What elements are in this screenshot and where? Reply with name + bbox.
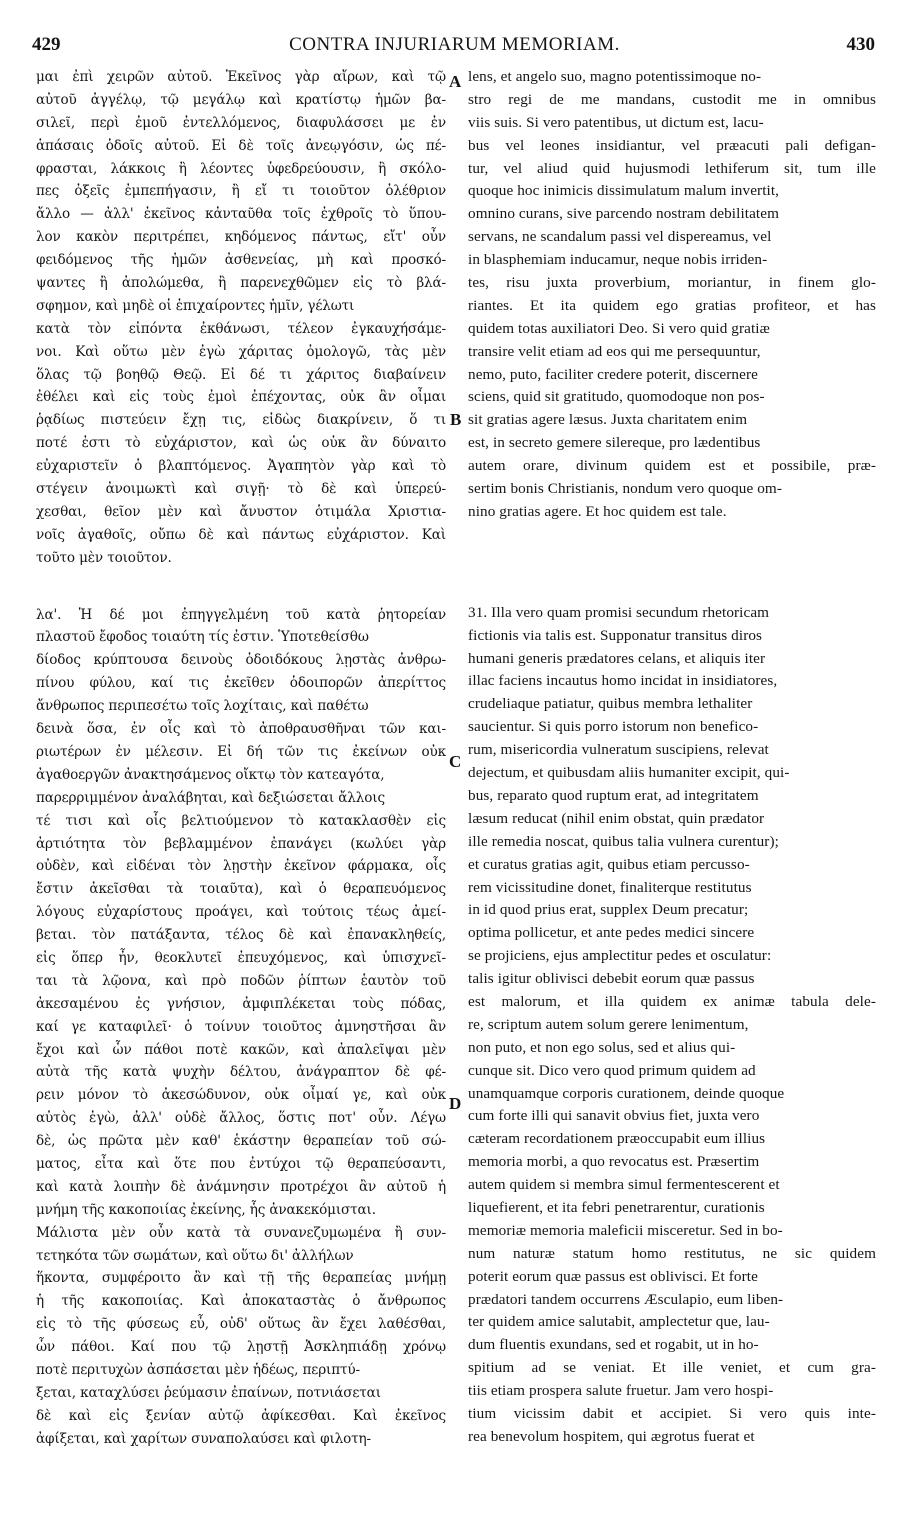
text-line: fictionis via talis est. Supponatur transitus diros	[468, 626, 763, 644]
text-line: prædatori tandem occurrens Æsculapio, eum liben-	[468, 1290, 784, 1308]
margin-letter-c: C	[449, 752, 462, 771]
text-line: ter quidem amice salutabit, amplectetur que, lau-	[468, 1313, 770, 1331]
text-line: rem vicissitudine donet, finaliterque restitutus	[468, 878, 752, 896]
text-line: est malorum, et illa quidem ex animæ tabula dele-	[468, 992, 876, 1010]
text-line: βεται. τὸν πατάξαντα, τέλος δὲ καὶ ἐπανακληθείς,	[36, 927, 446, 944]
text-line: cum forte illi qui sanavit obvius fiet, juxta vero	[468, 1107, 760, 1125]
text-line: ἔστιν ἀκεῖσθαι τὰ τοιαῦτα), καὶ ὁ θεραπευόμενος	[36, 881, 446, 898]
text-line: ποτέ ἐστι τὸ εὐχάριστον, καὶ ὡς οὐκ ἂν δύναιτο	[36, 435, 446, 452]
text-line: ille remedia noscat, quibus talia vulnera curentur);	[468, 832, 779, 850]
text-line: humani generis prædatores celans, et aliquis iter	[468, 649, 766, 667]
text-line: ἀρτιότητα τὸν βεβλαμμένον ἐπανάγει (κωλύει γὰρ	[36, 835, 446, 852]
text-line: sit gratias agere læsus. Juxta charitatem enim	[468, 411, 748, 429]
text-line: αὐτὰ τῆς κατὰ ψυχὴν δέλτου, ἀνάγραπτον δὲ φέ-	[36, 1064, 446, 1081]
text-line: illac faciens incautus homo incidat in insidiatores,	[468, 672, 778, 690]
text-line: καί γε καταφιλεῖ· ὁ τοίνυν τοιοῦτος ἀμνηστῆσαι ἂν	[36, 1018, 446, 1035]
text-line: memoria morbi, a quo revocatus est. Præsertim	[468, 1153, 760, 1171]
text-line: εὐχαριστεῖν ὁ βλαπτόμενος. Ἀγαπητὸν γὰρ καὶ τὸ	[36, 458, 446, 475]
text-line: ὧν πάθοι. Καί που τῷ λῃστῇ Ἀσκληπιάδῃ χρόνῳ	[36, 1339, 446, 1356]
text-line: lens, et angelo suo, magno potentissimoque no-	[468, 68, 762, 85]
text-line: spitium ad se veniat. Et ille veniet, et cum gra-	[468, 1359, 876, 1377]
text-line: liquefierent, et ita febri penetrarentur, curationis	[468, 1198, 765, 1216]
text-line: χεσθαι, θεῖον μὲν καὶ ἄνυστον ὁτιμάλα Χριστια-	[36, 503, 446, 520]
text-line: 31. Illa vero quam promisi secundum rhetoricam	[468, 603, 770, 621]
text-line: riantes. Et ita quidem ego gratias profiteor, et has	[468, 296, 876, 314]
text-line: est, in secreto gemere silereque, pro lædentibus	[468, 434, 761, 452]
text-line: Μάλιστα μὲν οὖν κατὰ τὰ συνανεζυμωμένα ἢ συν-	[36, 1224, 446, 1241]
text-line: crudeliaque patiatur, quibus membra lethaliter	[468, 695, 753, 713]
text-line: ἔχοι καὶ ὧν πάθοι ποτὲ κακῶν, καὶ ἀπαλεῖψαι μὲν	[36, 1041, 446, 1058]
running-title: CONTRA INJURIARUM MEMORIAM.	[289, 34, 620, 55]
text-line: omnino curans, sive parcendo nostram debilitatem	[468, 205, 779, 223]
text-line: ῥᾳδίως πιστεύειν ἔχῃ τις, εἰδὼς διακρίνειν, ὅ τι	[36, 412, 446, 429]
text-line: ται τὰ λῷονα, καὶ πρὸ ποδῶν ῥίπτων ἑαυτὸν τοῦ	[36, 972, 446, 989]
text-line: παρερριμμένον ἀναλάβηται, καὶ δεξιώσεται ἄλλοις	[36, 789, 385, 806]
text-line: αὐτὸς ἐγὼ, ἀλλ' οὐδὲ ἄλλος, ὅστις ποτ' οὖν. Λέγω	[36, 1110, 446, 1127]
greek-paragraph-1	[36, 66, 446, 570]
text-line: læsum reducat (nihil enim obstat, quin prædator	[468, 809, 765, 827]
text-line: dejectum, et quibusdam aliis humaniter excipit, qui-	[468, 764, 790, 782]
text-line: servans, ne scandalum passi vel dispereamus, vel	[468, 228, 772, 246]
text-line: εἰς τὸ τῆς φύσεως εὖ, οὐδ' οὕτως ἂν ἔχει λαθέσθαι,	[36, 1316, 446, 1333]
text-line: δὲ, ὡς πρῶτα μὲν καθ' ἑκάστην θεραπείαν τοῦ σώ-	[36, 1133, 446, 1150]
text-line: ἡ τῆς κακοποιίας. Καὶ ἀποκαταστὰς ὁ ἄνθρωπος	[36, 1293, 446, 1310]
text-line: bus, reparato quod ruptum erat, ad integritatem	[468, 786, 759, 804]
latin-column	[468, 66, 876, 1449]
text-line: οὐδὲν, καὶ εἰδέναι τὸν λῃστὴν ἐκεῖνον φάρμακα, οἷς	[36, 858, 446, 875]
text-line: se projiciens, ejus amplectitur pedes et osculatur:	[468, 947, 772, 965]
latin-paragraph-1	[468, 66, 876, 524]
text-line: νοῖς ἀγαθοῖς, οὔπω δὲ καὶ πάντως εὐχάριστον. Καὶ	[36, 526, 446, 543]
text-line: τέ τισι καὶ οἷς βελτιούμενον τὸ κατακλασθὲν εἰς	[36, 812, 446, 829]
greek-column	[36, 66, 446, 1451]
text-line: πες ὀξεῖς ἐμπεπήγασιν, ἢ εἴ τι τοιοῦτον ὀλέθριον	[36, 183, 446, 200]
text-line: rum, misericordia vulneratum suscipiens, relevat	[468, 741, 769, 759]
text-line: autem orare, divinum quidem est et possibile, præ-	[468, 457, 876, 475]
text-line: memoriæ memoria maleficii misceretur. Sed in bo-	[468, 1221, 783, 1239]
text-line: ὅλας τῷ βοηθῷ Θεῷ. Εἰ δέ τι χάριτος διαβαίνειν	[36, 366, 446, 383]
text-line: poterit eorum quæ passus est oblivisci. Et forte	[468, 1267, 758, 1285]
text-line: optima pollicetur, et ante pedes medici sincere	[468, 924, 755, 942]
text-line: σιλεῖ, περὶ ἐμοῦ ἐντελλόμενος, διαφυλάσσει με ἐν	[36, 114, 446, 131]
margin-letter-d: D	[449, 1094, 462, 1113]
text-line: non puto, et non ego solus, sed et alius qui-	[468, 1038, 736, 1056]
text-line: autem quidem si membra simul fermentescerent et	[468, 1176, 780, 1194]
text-line: καὶ κατὰ λοιπὴν δὲ ἀνάμνησιν προτρέχοι ἂν αὐτοῦ ἡ	[36, 1178, 446, 1195]
text-line: tiis etiam prospera salute fruetur. Jam vero hospi-	[468, 1382, 774, 1400]
text-line: stro regi de me mandans, custodit me in omnibus	[468, 90, 876, 108]
paragraph-gap	[468, 524, 876, 602]
text-line: κατὰ τὸν εἰπόντα ἐκθάνωσι, τέλεον ἐγκαυχήσάμε-	[36, 320, 446, 337]
text-line: πλαστοῦ ἔφοδος τοιαύτη τίς ἐστιν. Ὑποτεθείσθω	[36, 629, 369, 646]
text-line: δίοδος κρύπτουσα δεινοὺς ὁδοιδόκους λῃστὰς ἀνθρω-	[36, 652, 446, 669]
text-line: ἀγαθοεργῶν ἀνακτησάμενος οἴκτῳ τὸν κατεαγότα,	[36, 766, 385, 783]
text-line: ριωτέρων ἐν μέλεσιν. Εἰ δή τῶν τις ἐκείνων οὐκ	[36, 743, 446, 760]
text-line: τοῦτο μὲν τοιοῦτον.	[36, 549, 172, 566]
text-line: rea benevolum hospitem, qui ægrotus fuerat et	[468, 1427, 755, 1445]
text-line: λα'. Ἡ δέ μοι ἐπηγγελμένη τοῦ κατὰ ῥητορείαν	[36, 606, 446, 623]
text-line: sciens, quid sit gratitudo, quomodoque non pos-	[468, 388, 765, 406]
text-line: in id quod prius erat, supplex Deum precatur;	[468, 901, 749, 919]
text-line: λον κακὸν περιτρέπει, κηδόμενος πάντως, εἴτ' οὖν	[36, 229, 446, 246]
text-line: δὲ καὶ εἰς ξενίαν αὐτῷ ἀφίκεσθαι. Καὶ ἐκεῖνος	[36, 1407, 446, 1424]
text-line: bus vel leones insidiantur, vel præacuti pali defigan-	[468, 136, 876, 154]
text-line: ψαντες ἢ ἀπολώμεθα, ἢ παρενεχθῶμεν εἰς τὸ βλά-	[36, 275, 446, 292]
latin-paragraph-2	[468, 602, 876, 1449]
text-line: nino gratias agere. Et hoc quidem est tale.	[468, 502, 727, 520]
text-line: τετηκότα τῶν σωμάτων, καὶ οὕτω δι' ἀλλήλων	[36, 1247, 354, 1264]
text-line: νοι. Καὶ οὕτω μὲν ἐγὼ χάριτας ὁμολογῶ, τὰς μὲν	[36, 343, 446, 360]
text-line: tur, vel aliud quid hujusmodi lethiferum sit, tum ille	[468, 159, 876, 177]
text-line: λόγους εὐχαρίστους προάγει, καὶ τούτοις τέως ἀμεί-	[36, 904, 446, 921]
text-line: transire velit etiam ad eos qui me persequuntur,	[468, 342, 761, 360]
text-line: εἰς ὅπερ ἦν, θεοκλυτεῖ ἐπευχόμενος, καὶ ὑπισχνεῖ-	[36, 949, 446, 966]
text-line: cæteram recordationem præoccupabit eum illius	[468, 1130, 766, 1148]
text-line: sertim bonis Christianis, nondum vero quoque om-	[468, 480, 783, 498]
text-line: πίνου φύλου, καί τις ἐκεῖθεν ὁδοιπορῶν ἀπερίττος	[36, 675, 446, 692]
text-line: in blasphemiam inducamur, neque nobis irriden-	[468, 251, 768, 269]
text-line: σφημον, καὶ μηδὲ οἱ ἐπιχαίροντες ἡμῖν, γέλωτι	[36, 297, 355, 314]
text-line: ἄνθρωπος περιπεσέτω τοῖς λοχίταις, καὶ παθέτω	[36, 698, 369, 715]
text-line: et curatus gratias agit, quibus etiam percusso-	[468, 855, 750, 873]
text-line: tes, risu juxta proverbium, moriantur, in finem glo-	[468, 274, 876, 292]
margin-letter-a: A	[449, 72, 462, 91]
text-line: nemo, puto, faciliter credere poterit, discernere	[468, 365, 758, 383]
text-line: ἀκεσαμένου ἐς γνήσιον, ἀμφιπλέκεται τοὺς πόδας,	[36, 995, 446, 1012]
greek-paragraph-2	[36, 604, 446, 1451]
text-line: ἀφίξεται, καὶ χαρίτων συναπολαύσει καὶ φιλοτη-	[36, 1430, 371, 1447]
text-line: ρειν μόνον τὸ ἀκεσώδυνον, οὐκ οἶμαί γε, καὶ οὐκ	[36, 1087, 446, 1104]
text-line: saucientur. Si quis porro istorum non benefico-	[468, 718, 759, 736]
page-number-right: 430	[846, 34, 875, 55]
text-line: num naturæ statum homo restitutus, ne sic quidem	[468, 1244, 876, 1262]
text-line: φειδόμενος τῆς ἡμῶν ἀσθενείας, μὴ καὶ προσκό-	[36, 252, 446, 269]
page-number-left: 429	[32, 34, 61, 55]
text-line: viis suis. Si vero patentibus, ut dictum est, lacu-	[468, 113, 764, 131]
text-line: μαι ἐπὶ χειρῶν αὐτοῦ. Ἐκεῖνος γὰρ αἴρων, καὶ τῷ	[36, 69, 446, 85]
text-line: φρασται, λάκκοις ἢ λέοντες ὑφεδρεύουσιν, ἢ σκόλο-	[36, 160, 446, 177]
running-header	[0, 34, 909, 64]
text-line: μνήμη τῆς κακοποιίας ἐκείνης, ἧς ἀνακεκόμισται.	[36, 1201, 376, 1218]
text-line: ἄλλο — ἀλλ' ἐκεῖνος κἀνταῦθα τοῖς ἐχθροῖς τὸ ὕπου-	[36, 206, 446, 223]
text-line: cunque sit. Dico vero quod primum quidem ad	[468, 1061, 756, 1079]
text-line: στέγειν ἀνοιμωκτὶ καὶ σιγῇ· τὸ δὲ καὶ ὑπερεύ-	[36, 481, 446, 498]
margin-letter-b: B	[450, 410, 462, 429]
paragraph-gap	[36, 570, 446, 604]
text-line: quidem totas auxiliatori Deo. Si vero quid gratiæ	[468, 319, 770, 337]
text-line: ποτὲ περιτυχὼν ἀσπάσεται μὲν ἡδέως, περιπτύ-	[36, 1361, 360, 1378]
text-line: talis igitur oblivisci debebit eorum quæ passus	[468, 970, 755, 988]
text-line: ἥκοντα, συμφέροιτο ἂν καὶ τῇ τῆς θεραπείας μνήμῃ	[36, 1270, 446, 1287]
text-line: αὐτοῦ ἀγγέλῳ, τῷ μεγάλῳ καὶ κρατίστῳ ἡμῶν βα-	[36, 91, 446, 108]
text-line: unamquamque corporis curationem, deinde quoque	[468, 1084, 785, 1102]
text-line: ἁπάσαις ὁδοῖς αὐτοῦ. Εἰ δὲ τοῖς ἀνεῳγόσιν, ὡς πέ-	[36, 137, 446, 154]
text-line: re, scriptum autem solum gerere lenimentum,	[468, 1015, 749, 1033]
text-line: quoque hoc inimicis dissimulatum malum invertit,	[468, 182, 780, 200]
text-line: ξεται, καταχλύσει ῥεύμασιν ἐπαίνων, ποτνιάσεται	[36, 1384, 381, 1401]
text-line: dum fluentis exundans, sed et rogabit, ut in ho-	[468, 1336, 759, 1354]
text-line: ἐθέλει καὶ εἰς τοὺς ἐμοὶ ἐπέχοντας, οὐκ ἂν οἶμαι	[36, 389, 446, 406]
text-line: tium vicissim dabit et accipiet. Si vero quis inte-	[468, 1404, 876, 1422]
text-line: δεινὰ ὅσα, ἐν οἷς καὶ τὸ ἀποθραυσθῆναι τῶν και-	[36, 721, 446, 738]
text-line: ματος, εἶτα καὶ ὅτε που ἐντύχοι τῷ θεραπεύσαντι,	[36, 1155, 446, 1172]
